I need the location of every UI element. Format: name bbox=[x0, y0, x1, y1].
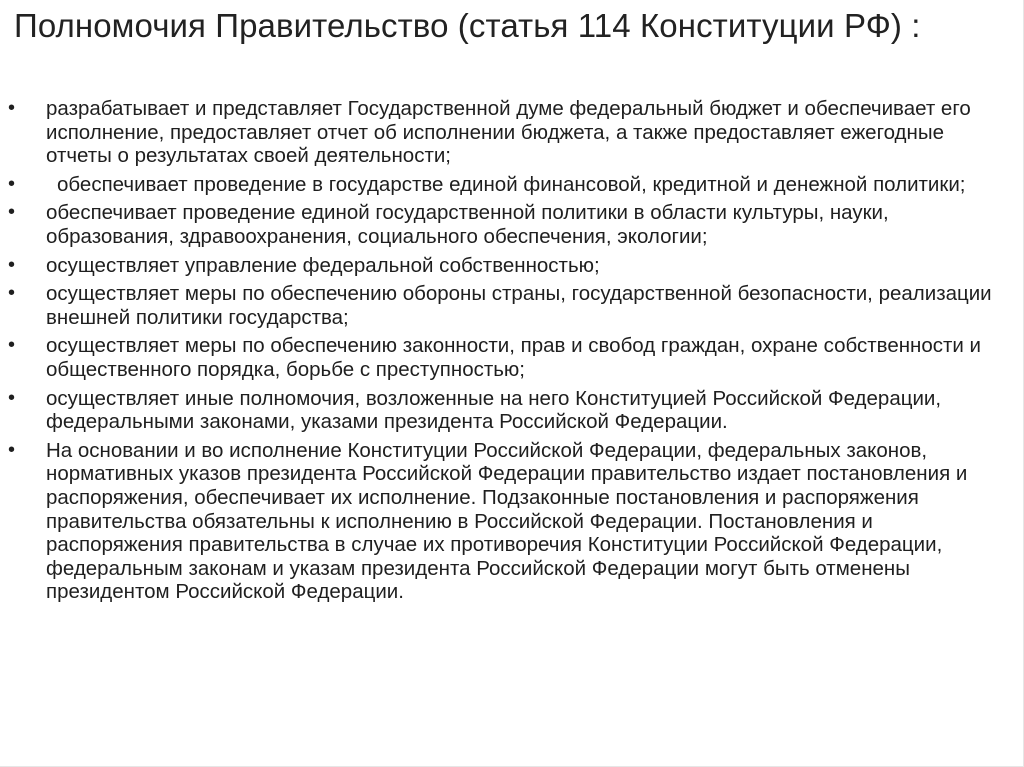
bullet-text: осуществляет управление федеральной собственностью; bbox=[46, 253, 600, 277]
bullet-text: осуществляет иные полномочия, возложенные на него Конституцией Российской Федерации, федеральными законами, указами президента Российской Федерации. bbox=[46, 386, 942, 434]
bullet-marker: • bbox=[8, 334, 16, 357]
list-item bbox=[0, 439, 1024, 604]
bullet-marker: • bbox=[8, 438, 16, 461]
list-item bbox=[0, 97, 1024, 168]
list-item bbox=[0, 282, 1024, 329]
list-item bbox=[0, 173, 1024, 197]
bullet-text: обеспечивает проведение единой государственной политики в области культуры, науки, образования, здравоохранения, социального обеспечения, экологии; bbox=[46, 201, 889, 248]
list-item bbox=[0, 387, 1024, 434]
bullet-text: осуществляет меры по обеспечению законности, прав и свобод граждан, охране собственности и общественного порядка, борьбе с преступностью; bbox=[46, 334, 982, 381]
bullet-marker: • bbox=[8, 282, 16, 305]
bullet-marker: • bbox=[8, 253, 16, 276]
bullet-marker: • bbox=[8, 201, 16, 224]
bullet-marker: • bbox=[8, 386, 16, 409]
bullet-marker: • bbox=[8, 97, 16, 119]
list-item bbox=[0, 334, 1024, 381]
bullet-list bbox=[0, 97, 1024, 609]
bullet-text: разрабатывает и представляет Государственной думе федеральный бюджет и обеспечивает его исполнение, предоставляет отчет об исполнении бюджета, а также предоставляет ежегодные отчеты о результатах своей деятельности; bbox=[46, 97, 971, 168]
bullet-text: осуществляет меры по обеспечению обороны страны, государственной безопасности, реализации внешней политики государства; bbox=[46, 282, 992, 329]
list-item bbox=[0, 254, 1024, 278]
bullet-text-content: обеспечивает проведение в государстве единой финансовой, кредитной и денежной политики; bbox=[57, 172, 966, 196]
bullet-text bbox=[46, 173, 1008, 197]
slide-title: Полномочия Правительство (статья 114 Конституции РФ) : bbox=[14, 7, 921, 44]
bullet-marker: • bbox=[8, 172, 16, 195]
bullet-text: На основании и во исполнение Конституции Российской Федерации, федеральных законов, нормативных указов президента Российской Федерации правительство издает постановления и распоряжения, обеспечивает их исполнение. Подзаконные постановления и распоряжения правительства обязательны к исполнению в Российской Федерации. Постановления и распоряжения правительства в случае их противоречия Конституции Российской Федерации, федеральным законам и указам президента Российской Федерации могут быть отменены президентом Российской Федерации. bbox=[46, 438, 968, 604]
list-item bbox=[0, 201, 1024, 248]
